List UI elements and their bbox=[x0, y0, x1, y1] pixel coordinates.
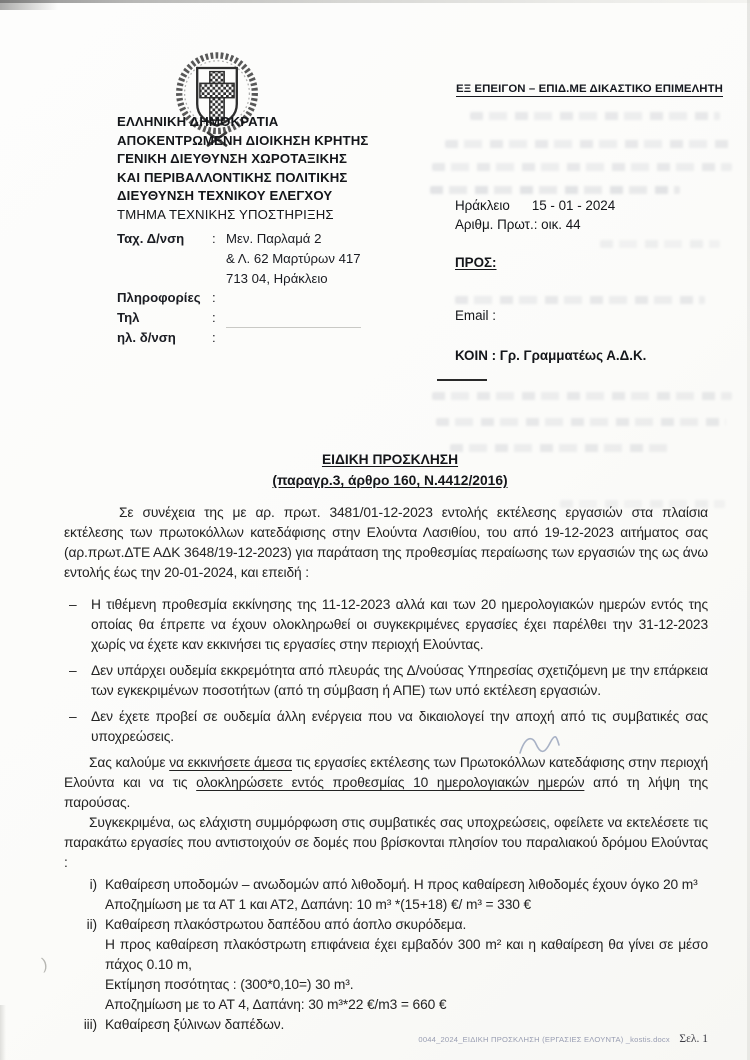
work-index: i) bbox=[89, 877, 97, 892]
city: Ηράκλειο bbox=[455, 198, 510, 213]
title-line2: (παραγρ.3, άρθρο 160, Ν.4412/2016) bbox=[272, 473, 508, 488]
specifics-paragraph: Συγκεκριμένα, ως ελάχιστη συμμόρφωση στις συμβατικές σας υποχρεώσεις, οφείλετε να εκτελέσετε τις παρακάτω εργασίες που αντιστοιχούν σε δομές που βρίσκονται πλησίον του παραλιακού δρόμου Ελούντας : bbox=[64, 815, 708, 870]
footer-filename: 0044_2024_ΕΙΔΙΚΗ ΠΡΟΣΚΛΗΣΗ (ΕΡΓΑΣΙΕΣ ΕΛΟΥΝΤΑ) _kostis.docx bbox=[418, 1035, 670, 1044]
address-value: & Λ. 62 Μαρτύρων 417 bbox=[226, 250, 361, 266]
contact-row-info bbox=[117, 288, 361, 308]
scan-edge-artifact bbox=[0, 0, 750, 3]
list-item bbox=[64, 661, 708, 701]
reasons-list bbox=[64, 595, 708, 747]
bleed-through-artifact bbox=[432, 163, 732, 171]
bleed-through-artifact bbox=[432, 392, 732, 400]
dash-marker: – bbox=[69, 709, 77, 724]
date: 15 - 01 - 2024 bbox=[531, 198, 616, 213]
email-row: Email : bbox=[455, 308, 496, 323]
colon: : bbox=[212, 231, 216, 246]
work-index: iii) bbox=[83, 1017, 97, 1032]
address-value: Μεν. Παρλαμά 2 bbox=[226, 231, 322, 246]
scan-edge-artifact bbox=[0, 1005, 6, 1060]
colon: : bbox=[212, 290, 216, 306]
eaddress-value bbox=[226, 328, 361, 348]
org-line: ΔΙΕΥΘΥΝΣΗ ΤΕΧΝΙΚΟΥ ΕΛΕΓΧΟΥ bbox=[117, 188, 333, 204]
work-index: ii) bbox=[86, 917, 97, 932]
reason-text: Δεν έχετε προβεί σε ουδεμία άλλη ενέργεια που να δικαιολογεί την αποχή από τις συμβατικές σας υποχρεώσεις. bbox=[91, 709, 708, 744]
address-value: 713 04, Ηράκλειο bbox=[226, 270, 328, 286]
work-line: Καθαίρεση πλακόστρωτου δαπέδου από άοπλο σκυρόδεμα. bbox=[105, 917, 467, 932]
scan-corner-artifact bbox=[0, 0, 58, 10]
document-body bbox=[64, 503, 708, 1035]
call-text: Σας καλούμε bbox=[89, 755, 170, 770]
call-paragraph bbox=[64, 753, 708, 813]
contact-row-address3 bbox=[117, 269, 361, 289]
call-underlined-text: ολοκληρώσετε εντός προθεσμίας 10 ημερολογιακών ημερών bbox=[196, 775, 585, 790]
cc-row bbox=[455, 346, 646, 365]
dash-marker: – bbox=[69, 597, 77, 612]
bleed-through-artifact bbox=[436, 418, 726, 426]
colon: : bbox=[212, 310, 216, 326]
bleed-through-artifact bbox=[470, 112, 720, 120]
contact-row-eaddress bbox=[117, 328, 361, 348]
pencil-mark-artifact: ) bbox=[40, 955, 49, 974]
work-item bbox=[64, 875, 708, 915]
work-line: Αποζημίωση με το ΑΤ 4, Δαπάνη: 30 m³*22 €/m3 = 660 € bbox=[105, 997, 447, 1012]
eaddress-label: ηλ. δ/νση bbox=[117, 329, 176, 345]
info-label: Πληροφορίες bbox=[117, 290, 201, 306]
org-line: ΑΠΟΚΕΝΤΡΩΜΕΝΗ ΔΙΟΙΚΗΣΗ ΚΡΗΤΗΣ bbox=[117, 132, 369, 148]
work-line: Καθαίρεση ξύλινων δαπέδων. bbox=[105, 1017, 285, 1032]
work-line: Καθαίρεση υποδομών – ανωδομών από λιθοδομή. Η προς καθαίρεση λιθοδομές έχουν όγκο 20 m³ bbox=[105, 877, 698, 892]
call-underlined-text: να εκκινήσετε άμεσα bbox=[169, 755, 292, 770]
reason-text: Η τιθέμενη προθεσμία εκκίνησης της 11-12-2023 αλλά και των 20 ημερολογιακών ημερών εντός της οποίας θα έπρεπε να έχουν ολοκληρωθεί οι συγκεκριμένες εργασίες έχει παρέλθει την 31-12-2023 χωρίς να έχετε καν εκκινήσει τις εργασίες στην περιοχή Ελούντας. bbox=[91, 597, 708, 652]
city-date-row bbox=[455, 196, 646, 215]
title-line1: ΕΙΔΙΚΗ ΠΡΟΣΚΛΗΣΗ bbox=[321, 452, 459, 467]
org-line: ΚΑΙ ΠΕΡΙΒΑΛΛΟΝΤΙΚΗΣ ΠΟΛΙΤΙΚΗΣ bbox=[117, 169, 348, 185]
separator-line bbox=[437, 379, 487, 381]
work-line: Η προς καθαίρεση πλακόστρωτη επιφάνεια έχει εμβαδόν 300 m² και η καθαίρεση θα γίνει σε μέσο πάχος 0.10 m, bbox=[105, 937, 708, 972]
org-line: ΤΜΗΜΑ ΤΕΧΝΙΚΗΣ ΥΠΟΣΤΗΡΙΞΗΣ bbox=[117, 206, 334, 222]
works-list bbox=[64, 875, 708, 1035]
protocol-value: οικ. 44 bbox=[541, 217, 581, 232]
document-meta-block bbox=[455, 196, 646, 381]
org-line: ΕΛΛΗΝΙΚΗ ΔΗΜΟΚΡΑΤΙΑ bbox=[117, 114, 279, 129]
bleed-through-artifact bbox=[445, 140, 730, 148]
footer-page-number: Σελ. 1 bbox=[679, 1033, 708, 1045]
to-label: ΠΡΟΣ: bbox=[455, 255, 497, 270]
organization-header bbox=[117, 113, 368, 225]
reason-text: Δεν υπάρχει ουδεμία εκκρεμότητα από πλευράς της Δ/νούσας Υπηρεσίας σχετιζόμενη με την επάρκεια των εγκεκριμένων ποσοτήτων (από τη σύμβαση ή ΑΠΕ) των υπό εκτέλεση εργασιών. bbox=[91, 663, 708, 698]
protocol-label: Αριθμ. Πρωτ.: bbox=[455, 217, 538, 232]
list-item bbox=[64, 707, 708, 747]
document-title bbox=[100, 449, 680, 491]
urgency-notice: ΕΞ ΕΠΕΙΓΟΝ – ΕΠΙΔ.ΜΕ ΔΙΚΑΣΤΙΚΟ ΕΠΙΜΕΛΗΤΗ bbox=[456, 83, 724, 95]
contact-row-tel bbox=[117, 308, 361, 328]
contact-row-address2 bbox=[117, 249, 361, 269]
info-value bbox=[226, 288, 361, 308]
call-text: τις εργασίες εκτέλεσης των Πρωτοκόλλων κατεδάφισης στην περιοχή Ελούντα και να τις bbox=[64, 755, 708, 790]
tel-value bbox=[226, 308, 361, 328]
tel-label: Τηλ bbox=[117, 310, 140, 326]
bleed-through-artifact bbox=[430, 186, 680, 194]
intro-paragraph: Σε συνέχεια της με αρ. πρωτ. 3481/01-12-2023 εντολής εκτέλεσης εργασιών στα πλαίσια εκτέλεσης των πρωτοκόλλων κατεδάφισης στην Ελούντα Λασιθίου, του από 19-12-2023 αιτήματος σας (αρ.πρωτ.ΔΤΕ ΑΔΚ 3648/19-12-2023) για παράταση της προθεσμίας περαίωσης των εργασιών της ως άνω εντολής έως την 20-01-2024, και επειδή : bbox=[64, 505, 709, 580]
protocol-row bbox=[455, 215, 646, 234]
address-label: Ταχ. Δ/νση bbox=[117, 231, 185, 246]
contact-block bbox=[117, 229, 361, 348]
dash-marker: – bbox=[69, 663, 77, 678]
work-line: Αποζημίωση με τα ΑΤ 1 και ΑΤ2, Δαπάνη: 10 m³ *(15+18) €/ m³ = 330 € bbox=[105, 897, 532, 912]
call-text: από τη λήψη της παρούσας. bbox=[64, 775, 709, 810]
list-item bbox=[64, 595, 708, 655]
cc-value: Γρ. Γραμματέως Α.Δ.Κ. bbox=[499, 348, 647, 363]
colon: : bbox=[212, 329, 216, 345]
cc-label: ΚΟΙΝ : bbox=[455, 348, 497, 363]
work-line: Εκτίμηση ποσότητας : (300*0,10=) 30 m³. bbox=[105, 977, 354, 992]
contact-row-address bbox=[117, 229, 361, 249]
org-line: ΓΕΝΙΚΗ ΔΙΕΥΘΥΝΣΗ ΧΩΡΟΤΑΞΙΚΗΣ bbox=[117, 151, 348, 167]
page-footer bbox=[418, 1029, 708, 1047]
work-item bbox=[64, 915, 708, 1015]
